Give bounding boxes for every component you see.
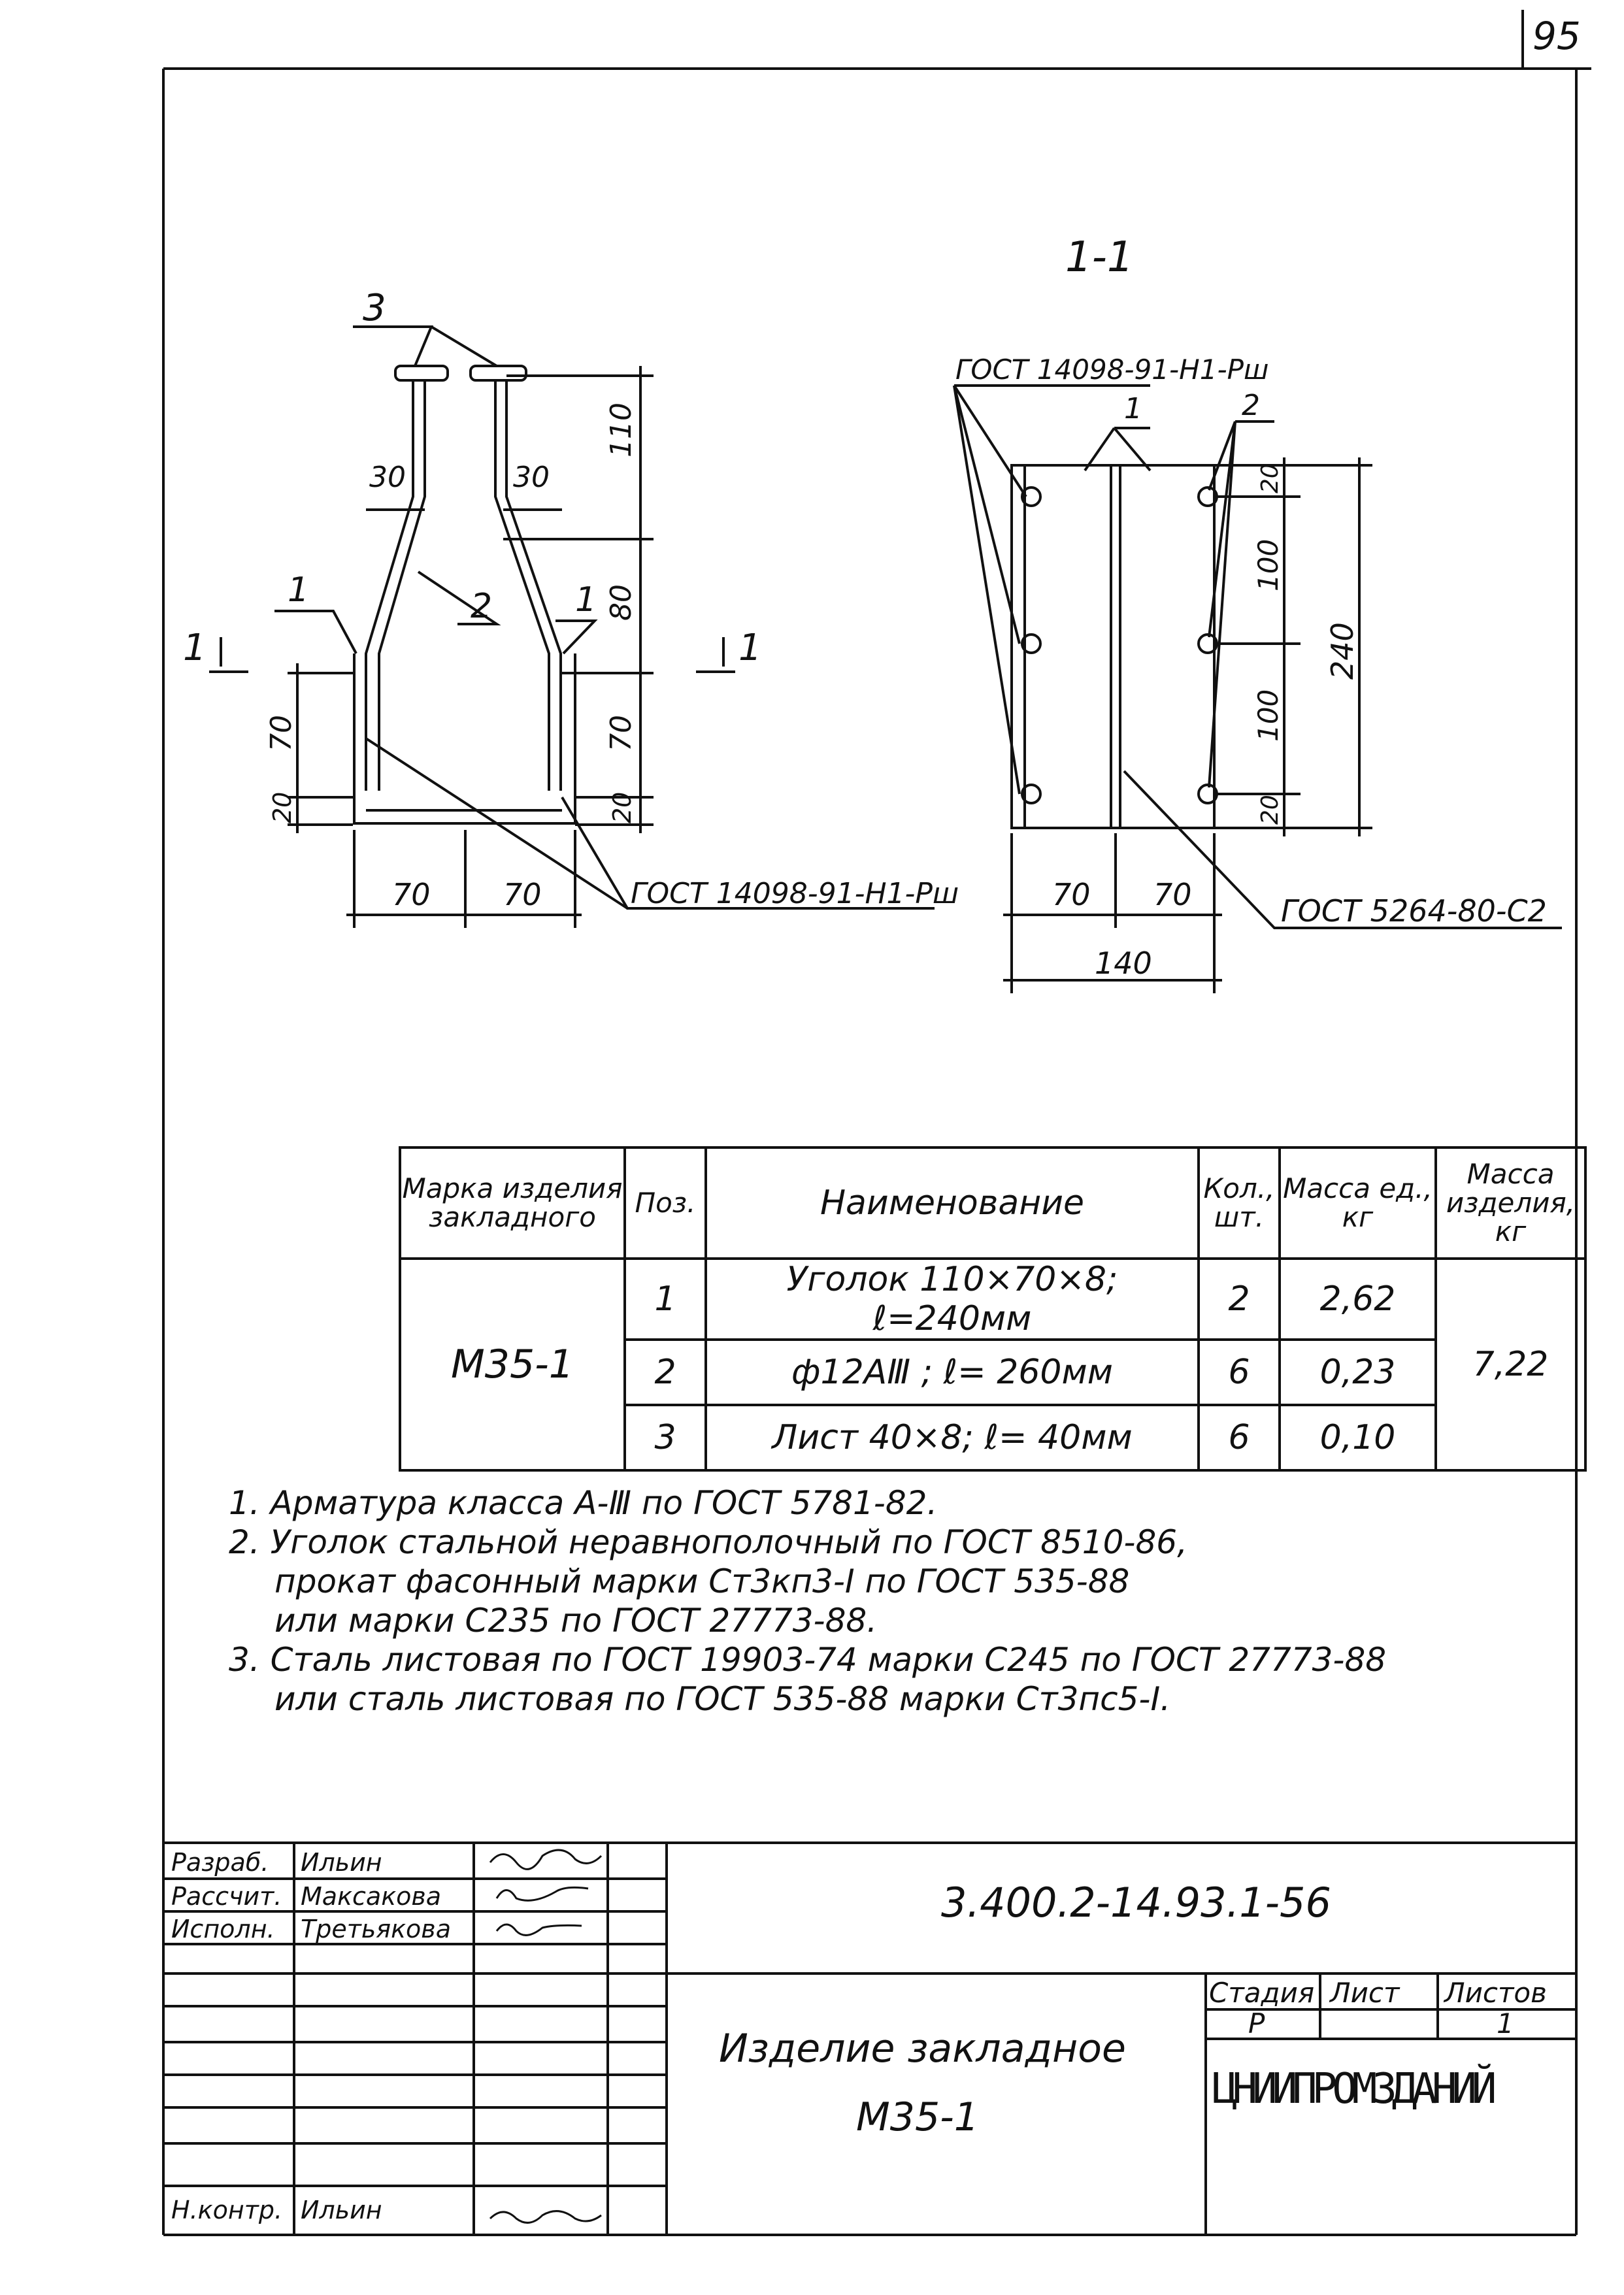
leader-3b <box>431 327 497 366</box>
spec-table <box>399 1146 1587 1472</box>
left-dim-70-l: 70 <box>265 715 298 751</box>
section-mark-left-label: 1 <box>183 627 207 669</box>
tb-role-3: Исполн. <box>171 1915 275 1943</box>
right-weld-note-top: ГОСТ 14098-91-Н1-Рш <box>955 354 1269 386</box>
mark-cell: М35-1 <box>400 1259 625 1470</box>
note-3-cont: или сталь листовая по ГОСТ 535-88 марки Ст3пс5-I. <box>274 1680 1171 1718</box>
bar-left-outer <box>366 380 413 791</box>
signature-2 <box>497 1887 588 1900</box>
right-weld-note-bottom: ГОСТ 5264-80-С2 <box>1281 893 1547 929</box>
signature-3 <box>497 1924 582 1935</box>
tb-role-4: Н.контр. <box>171 2196 283 2224</box>
right-dim-20-top: 20 <box>1257 463 1284 493</box>
left-dim-20-r: 20 <box>608 791 637 823</box>
right-dim-70-r: 70 <box>1153 877 1192 912</box>
angle-plan <box>1012 465 1214 828</box>
plate-right <box>471 366 526 380</box>
tb-name-4: Ильин <box>301 2196 382 2224</box>
tb-name-1: Ильин <box>301 1848 382 1877</box>
title-line-1: Изделие закладное <box>719 2026 1126 2072</box>
leader-w1 <box>954 386 1026 497</box>
right-dim-240: 240 <box>1325 622 1360 680</box>
tb-role-2: Рассчит. <box>171 1882 282 1911</box>
left-dim-30-b: 30 <box>513 461 550 494</box>
notes <box>229 1483 1386 1719</box>
angle-outline <box>354 653 575 823</box>
left-dim-110: 110 <box>605 403 638 457</box>
sheet-number: 95 <box>1533 14 1581 58</box>
title-line-2: М35-1 <box>856 2094 979 2140</box>
row1-pos: 1 <box>625 1259 706 1340</box>
tb-sheets-value: 1 <box>1497 2007 1514 2039</box>
right-dim-100-bottom: 100 <box>1252 689 1284 742</box>
note-2-cont-b: или марки С235 по ГОСТ 27773-88. <box>274 1602 878 1640</box>
right-dim-100-top: 100 <box>1252 538 1284 591</box>
row1-name: Уголок 110×70×8; ℓ=240мм <box>706 1259 1199 1340</box>
leader-1-right <box>555 621 595 653</box>
right-pos-2: 2 <box>1242 389 1260 422</box>
left-dim-80: 80 <box>605 584 638 621</box>
leader-3a <box>353 327 431 366</box>
note-1: 1. Арматура класса А-Ⅲ по ГОСТ 5781-82. <box>229 1484 938 1522</box>
right-dim-140: 140 <box>1095 946 1152 981</box>
row3-name: Лист 40×8; ℓ= 40мм <box>706 1405 1199 1470</box>
tb-stage-label: Стадия <box>1209 1977 1315 2009</box>
row3-pos: 3 <box>625 1405 706 1470</box>
tb-sheet-label: Лист <box>1330 1977 1400 2009</box>
note-3: 3. Сталь листовая по ГОСТ 19903-74 марки С245 по ГОСТ 27773-88 <box>229 1641 1387 1679</box>
total-mass-cell: 7,22 <box>1436 1259 1585 1470</box>
signatures <box>490 1850 601 2222</box>
left-view <box>209 327 935 928</box>
left-dim-70-br: 70 <box>503 877 542 912</box>
tb-stage-value: Р <box>1248 2007 1265 2039</box>
leader-w3 <box>954 386 1019 794</box>
leader-1-left <box>274 611 356 653</box>
signature-4 <box>490 2211 601 2223</box>
note-2: 2. Уголок стальной неравнополочный по ГОСТ 8510-86, <box>229 1523 1187 1561</box>
left-dim-30-a: 30 <box>369 461 406 494</box>
left-pos-2: 2 <box>471 587 493 626</box>
left-pos-1b: 1 <box>575 580 597 619</box>
right-dim-70-l: 70 <box>1052 877 1091 912</box>
left-pos-1a: 1 <box>288 570 310 610</box>
th-name: Наименование <box>706 1148 1199 1259</box>
right-dim-20-bottom: 20 <box>1257 795 1284 825</box>
tb-organization: ЦНИИПРОМЗДАНИЙ <box>1212 2065 1492 2113</box>
table-row <box>400 1259 1585 1340</box>
section-mark-right-label: 1 <box>738 627 762 669</box>
tb-role-1: Разраб. <box>171 1848 269 1877</box>
left-weld-note: ГОСТ 14098-91-Н1-Рш <box>631 877 959 910</box>
tb-name-3: Третьякова <box>301 1915 451 1943</box>
bar-right-inner <box>495 380 549 791</box>
row1-qty: 2 <box>1199 1259 1280 1340</box>
th-pos: Поз. <box>625 1148 706 1259</box>
section-label: 1-1 <box>1065 233 1134 282</box>
row3-qty: 6 <box>1199 1405 1280 1470</box>
note-2-cont-a: прокат фасонный марки Ст3кп3-I по ГОСТ 535-88 <box>274 1562 1130 1600</box>
row2-pos: 2 <box>625 1340 706 1405</box>
tb-sheets-label: Листов <box>1444 1977 1547 2009</box>
plate-left <box>395 366 448 380</box>
left-pos-3: 3 <box>363 287 386 329</box>
leader-w2 <box>954 386 1019 644</box>
row3-mass: 0,10 <box>1280 1405 1436 1470</box>
row1-mass: 2,62 <box>1280 1259 1436 1340</box>
left-dim-20-l: 20 <box>268 791 297 823</box>
th-mark: Марка изделия закладного <box>400 1148 625 1259</box>
left-dim-70-bl: 70 <box>392 877 431 912</box>
row2-mass: 0,23 <box>1280 1340 1436 1405</box>
doc-code: 3.400.2-14.93.1-56 <box>941 1879 1331 1926</box>
tb-name-2: Максакова <box>301 1882 442 1911</box>
row2-name: ф12АⅢ ; ℓ= 260мм <box>706 1340 1199 1405</box>
left-dim-70-r: 70 <box>605 715 638 751</box>
right-pos-1: 1 <box>1124 392 1142 425</box>
th-mass-unit: Масса ед., кг <box>1280 1148 1436 1259</box>
signature-1 <box>490 1850 601 1869</box>
bar-right-outer <box>506 380 561 791</box>
th-qty: Кол., шт. <box>1199 1148 1280 1259</box>
th-mass-item: Масса изделия, кг <box>1436 1148 1585 1259</box>
row2-qty: 6 <box>1199 1340 1280 1405</box>
